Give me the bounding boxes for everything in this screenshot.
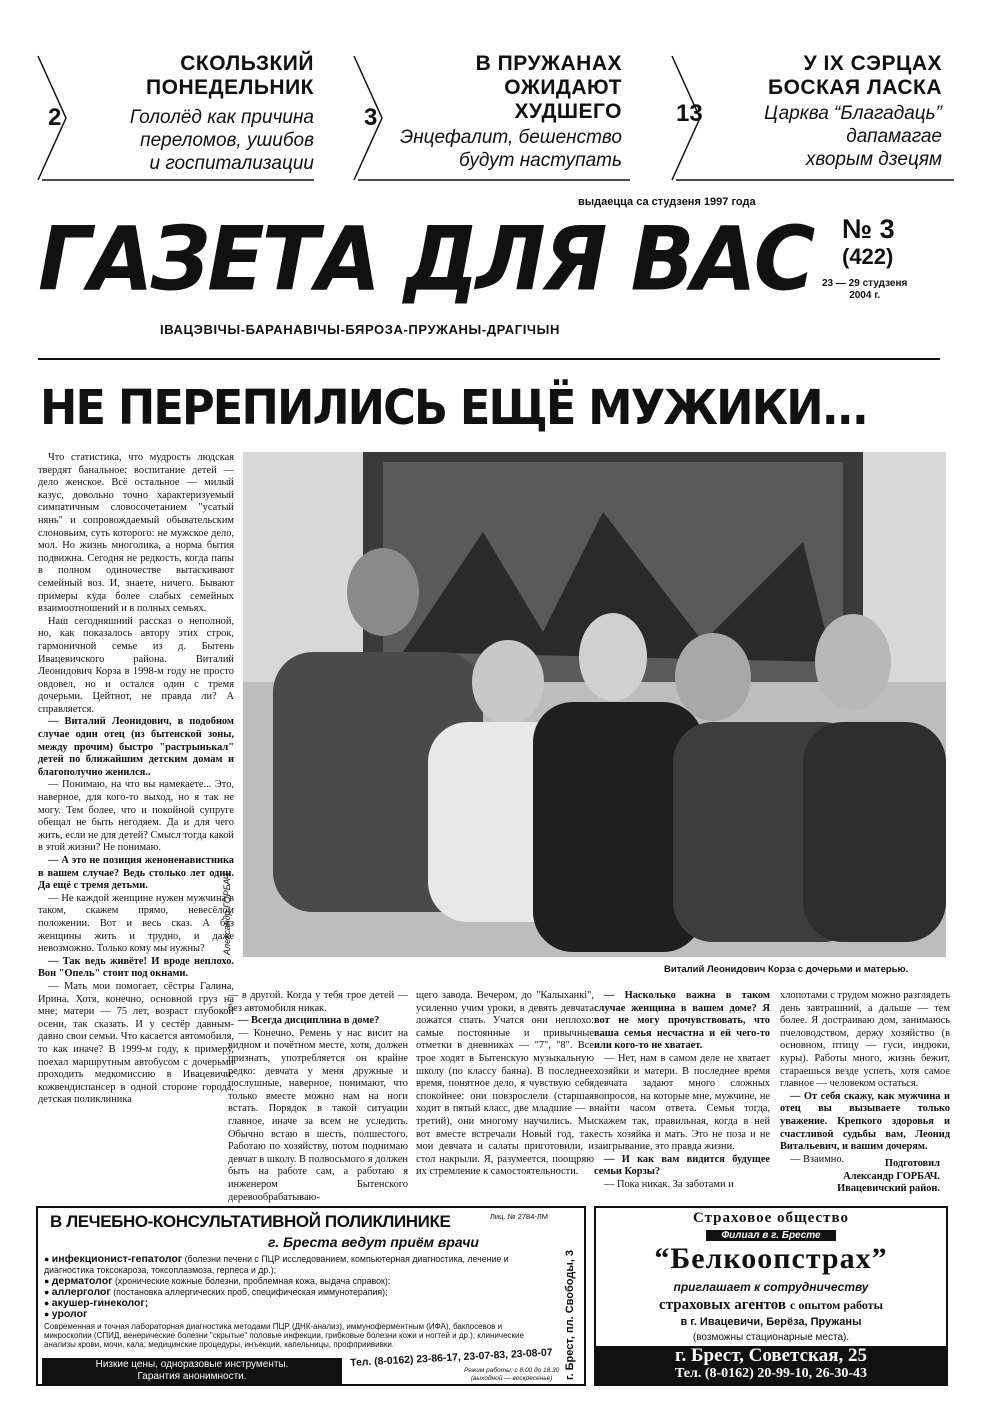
article-paragraph: — Виталий Леонидович, в подобном случае один отец (из бытенской зоны, между прочим) быстро "растрынькал" детей по ближайшим детским домам и благополучно женился.. (38, 716, 234, 778)
clinic-doctor-desc: (болезни печени с ПЦР исследованием, компьютерная диагностика, лечение и диагностика токсокароза, токсоплазмоза, герпеса и др.); (44, 1254, 509, 1275)
teaser-page-number: 3 (364, 104, 378, 131)
headline: НЕ ПЕРЕПИЛИСЬ ЕЩЁ МУЖИКИ... (40, 380, 868, 436)
photo-caption: Виталий Леонидович Корза с дочерьми и матерью. (664, 964, 909, 975)
teaser-page-number: 13 (676, 100, 703, 127)
teaser-3[interactable] (670, 52, 960, 184)
masthead-divider (38, 358, 940, 360)
clinic-doctor-name: аллерголог (51, 1286, 111, 1298)
article-paragraph: — Конечно. Ремень у нас висит на видном и почётном месте, хотя, должен признать, употребляется он крайне редко: девчата у меня дружные и послушные, наверное, понимают, что только вместе можно нам на ноги встать. Порядок в такой ситуации главное, иначе за всем не уследить. Обычно встаю в шесть, полшестого. Работаю по хозяйству, потом поднимаю девчат в школу. В полвосьмого я должен быть на работе сам, а работаю я инженером Бытенского деревообрабатываю- (228, 1027, 408, 1203)
ad-contact: г. Брест, Советская, 25 Тел. (8-0162) 20-99-10, 26-30-43 (596, 1346, 946, 1384)
clinic-doctor-name: уролог (51, 1308, 88, 1320)
clinic-hours: Режим работы: с 8.00 до 18.30 (выходной — воскресенье) (464, 1367, 560, 1382)
masthead-cities: ІВАЦЭВІЧЫ-БАРАНАВІЧЫ-БЯРОЗА-ПРУЖАНЫ-ДРАГІЧЫН (160, 322, 560, 337)
article-paragraph: — Не каждой женщине нужен мужчина в таком, скажем прямо, невесёлом положении. Вот и весь сказ. А без женщины жить и трудно, и даже невозможно. Только кому мы нужны? (38, 892, 234, 955)
article-column-3 (416, 990, 594, 1179)
article-paragraph: — в другой. Когда у тебя трое детей — без автомобиля никак. (228, 990, 408, 1014)
article-paragraph: — Понимаю, на что вы намекаете... Это, наверное, для кого-то выход, но я так не могу. Тем более, что и покойной супруге обещал не быть негодяем. Да и для чего жить, если не для детей? Смысл тогда какой в этой жизни? Не понимаю. (38, 779, 234, 854)
ad-invites: приглашает к сотрудничеству (673, 1280, 869, 1294)
article-column-1 (38, 452, 234, 1107)
clinic-doctor-desc: (хронические кожные болезни, проблемная кожа, выдача справок); (112, 1276, 391, 1286)
article-paragraph: — Так ведь живёте! И вроде неплохо. Вон "Опель" стоит под окнами. (38, 955, 234, 980)
clinic-license: Лиц. № 2784-ЛМ (490, 1212, 549, 1221)
clinic-address: г. Брест, пл. Свободы, 3 (564, 1250, 576, 1380)
ad-places: (возможны стационарные места). (692, 1332, 850, 1343)
article-paragraph: — Насколько важна в таком случае женщина в вашем доме? Я вот не могу прочувствовать, что ваша семья несчастна и ей чего-то или кого-то не хватает. (594, 990, 770, 1052)
article-paragraph: — Всегда дисциплина в доме? (238, 1015, 380, 1027)
article-column-4 (594, 990, 770, 1192)
clinic-prices: Низкие цены, одноразовые инструменты. Гарантия анонимности. (42, 1358, 342, 1384)
clinic-lab-text: Современная и точная лабораторная диагностика методами ПЦР (ДНК-анализ), иммуноферментным (ИФА), бакпосевов и микроскопии (СПИД, венерические болезни "скрытые" половые инфекции, грибковые болезни кожи и ногтей и др.); клинические анализы крови, мочи, кала; медицинские процедуры, инъекции, капельницы, профприививки. (44, 1322, 524, 1350)
belkoopstrakh-ad[interactable] (594, 1206, 948, 1386)
bullet-icon: ● (44, 1309, 52, 1319)
teaser-2[interactable] (352, 52, 644, 184)
clinic-ad-title: В ЛЕЧЕБНО-КОНСУЛЬТАТИВНОЙ ПОЛИКЛИНИКЕ (50, 1212, 451, 1231)
teaser-subtitle: Царква “Благадаць” дапамагае хворым дзецям (764, 103, 942, 170)
masthead-title: ГАЗЕТА ДЛЯ ВАС (38, 207, 813, 311)
family-photo (243, 452, 946, 957)
article-paragraph: — А это не позиция женоненавистника в вашем случае? Ведь столько лет один. Да ещё с тремя детьми. (38, 855, 234, 892)
teaser-title: СКОЛЬЗКИЙ ПОНЕДЕЛЬНИК (146, 52, 314, 99)
photo-credit: Александр ГОРБАЧ. (222, 870, 232, 955)
article-paragraph: — Мать мои помогает, сёстры Галина, Ирина. Хотя, конечно, основной груз на мне; матери — 75 лет, возраст глубокой осени, так сказать. И у сестёр давным-давно свои семьи. Что касается автомобиля, то как иначе? В 1999-м году, к примеру, поехал маршрутным автобусом с дочерьми проходить медкомиссию в Ивацевичи: кожвендиспансер в одной стороне города, детская поликлиника (38, 980, 234, 1106)
ad-cities: в г. Ивацевичи, Берёза, Пружаны (680, 1316, 862, 1328)
clinic-phone[interactable]: Тел. (8-0162) 23-86-17, 23-07-83, 23-08-07 (350, 1347, 553, 1369)
teaser-1[interactable] (36, 52, 328, 184)
photo-illustration (243, 452, 946, 957)
clinic-doctor-name: дерматолог (51, 1275, 113, 1287)
teaser-page-number: 2 (48, 104, 62, 131)
article-paragraph: — От себя скажу, как мужчина и отец вы вызываете только уважение. Крепкого здоровья и счастливой судьбы вам, Леонид Витальевич, и вашим дочерям. (780, 1090, 950, 1153)
bullet-icon: ● (44, 1287, 52, 1297)
article-paragraph: щего завода. Вечером, до "Калыханкі", усиленно учим уроки, в девять девчата ложатся спать. Учатся они неплохо: самые постоянные и привычные отметки в дневниках — "7", "8". Все трое ходят в Бытенскую музыкальную школу (по классу баяна). В последнее время, понятное дело, я чувствую себя спокойнее: они повзрослели (старшая ходит в пятый класс, две младшие — в третий), они многому научились. Мы вот вместе встречали Новый год, так мои девчата и салаты приготовили, и стол накрыли. Я, разумеется, поощряю их стремление к самостоятельности. (416, 990, 594, 1178)
article-column-5 (780, 990, 950, 1166)
article-paragraph: — И как вам видится будущее семьи Корзы? (594, 1153, 770, 1178)
clinic-doctor-desc: (постановка аллергических проб, специфическая иммунотерапия); (110, 1287, 388, 1297)
clinic-doctor-item (44, 1309, 544, 1320)
clinic-doctor-name: акушер-гинеколог; (51, 1297, 149, 1309)
clinic-doctor-item (44, 1254, 544, 1276)
article-paragraph: хлопотами с трудом можно разглядеть день завтрашний, а дальше — тем более. Я достраиваю дом, занимаюсь пчеловодством, держу хозяйство (в основном, птицу — гуси, индюки, куры). Работы много, жизнь бежит, стараешься везде успеть, хотя самое главное — человеком остаться. (780, 990, 950, 1090)
since-line: выдаецца са студзеня 1997 года (578, 196, 756, 208)
article-paragraph: — Пока никак. За заботами и (604, 1178, 734, 1190)
clinic-doctor-name: инфекционист-гепатолог (51, 1253, 183, 1265)
issue-number: № 3 (842, 214, 895, 244)
issue-total: (422) (842, 244, 894, 269)
article-paragraph: — Нет, нам в самом деле не хватает хозяйки и матери. В последнее время девчата задают много сложных вопросов, на которые мне, мужчине, не найти часом ответа. Семья тогда, скажем так, правильная, когда в ней есть хозяйка и мать. Это не поза и не заигрывание, это правда жизни. (594, 1052, 770, 1153)
article-signature: Подготовил Александр ГОРБАЧ. Ивацевичский район. (837, 1158, 940, 1195)
teaser-subtitle: Гололёд как причина переломов, ушибов и госпитализации (129, 107, 314, 174)
clinic-doctor-item (44, 1298, 544, 1309)
ad-name: “Белкоопстрах” (654, 1242, 888, 1275)
ad-agents: страховых агентов с опытом работы (659, 1297, 883, 1313)
clinic-ad-subtitle: г. Бреста ведут приём врачи (268, 1234, 479, 1250)
clinic-doctor-item (44, 1276, 544, 1287)
teaser-subtitle: Энцефалит, бешенство будут наступать (400, 127, 622, 171)
teaser-title: В ПРУЖАНАХ ОЖИДАЮТ ХУДШЕГО (475, 52, 622, 123)
bullet-icon: ● (44, 1254, 52, 1264)
article-paragraph: — Взаимно. (790, 1153, 845, 1165)
article-paragraph: Что статистика, что мудрость людская твердят банальное: воспитание детей — дело женское. Всё остальное — милый казус, довольно точно характеризуемый симпатичным словосочетанием "усатый нянь" и сопровождаемый обывательским слоновьим, суть которого: не мужское дело, мол. Но жизнь многолика, а норма бытия подвижна. Сегодня не редкость, когда папы в полном одиночестве вытаскивают семейный воз. И, знаете, ничего. Бывают примеры куда более слабых семейных взаимоотношений и в полных семьях. (38, 452, 234, 615)
ad-branch: Филиал в г. Бресте (706, 1230, 836, 1241)
ad-company: Страховое общество (692, 1210, 850, 1226)
article-column-2 (228, 990, 408, 1204)
bullet-icon: ● (44, 1276, 52, 1286)
teaser-title: У ІХ СЭРЦАХ БОСКАЯ ЛАСКА (767, 52, 942, 99)
issue-dates: 23 — 29 студзеня 2004 г. (822, 278, 908, 301)
clinic-ad[interactable] (36, 1206, 586, 1386)
article-paragraph: Наш сегодняшний рассказ о неполной, но, как показалось автору этих строк, гармоничной семье из д. Бытень Ивацевичского района. Виталий Леонидович Корза в 1998-м году не просто овдовел, но и остался один с тремя дочерьми. Цейтнот, не правда ли? А справляется. (38, 615, 234, 715)
bullet-icon: ● (44, 1298, 52, 1308)
clinic-doctors-list (44, 1254, 544, 1320)
